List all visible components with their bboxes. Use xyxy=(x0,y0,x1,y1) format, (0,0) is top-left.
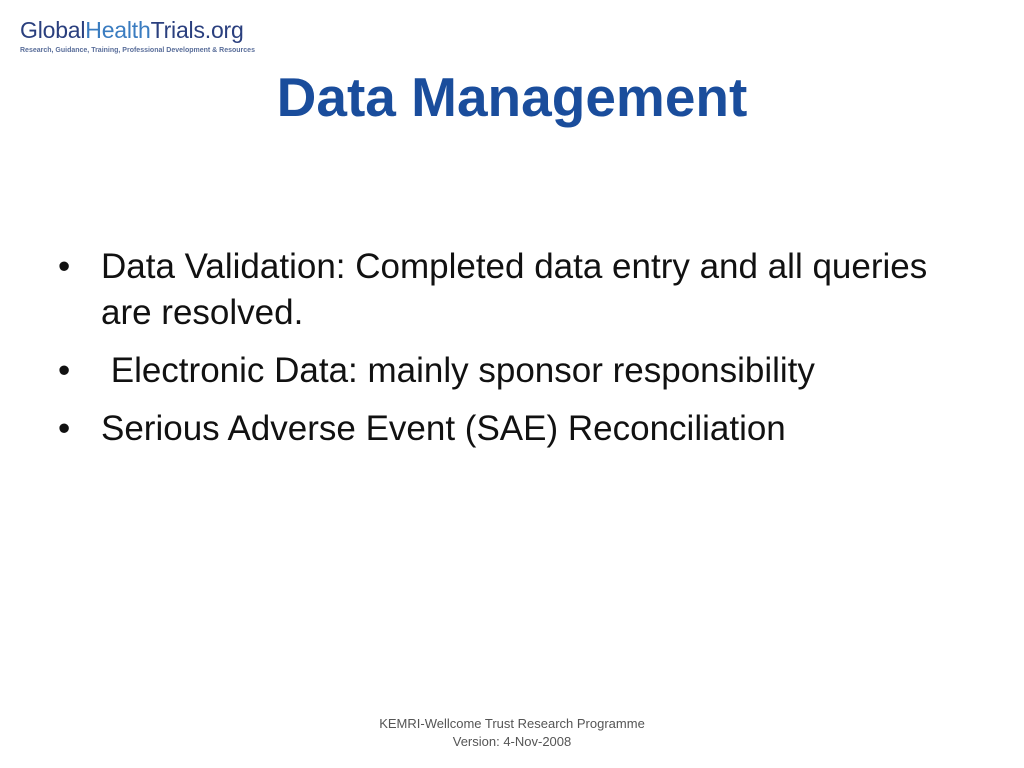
bullet-marker: • xyxy=(58,247,71,286)
logo-wordmark xyxy=(20,16,280,44)
bullet-list xyxy=(58,244,958,464)
bullet-text: Data Validation: Completed data entry and all queries are resolved. xyxy=(101,247,928,332)
logo-word-trials: Trials xyxy=(150,17,205,43)
footer-version: Version: 4-Nov-2008 xyxy=(452,734,572,749)
bullet-item xyxy=(58,244,958,336)
globalhealthtrials-logo[interactable] xyxy=(20,16,280,60)
bullet-item xyxy=(58,406,958,452)
logo-word-global: Global xyxy=(20,17,86,43)
bullet-marker: • xyxy=(58,351,71,390)
bullet-text: Serious Adverse Event (SAE) Reconciliation xyxy=(101,409,786,448)
footer xyxy=(0,715,1024,751)
slide-title: Data Management xyxy=(276,66,748,128)
bullet-marker: • xyxy=(58,409,71,448)
logo-word-org: .org xyxy=(204,17,244,43)
logo-word-health: Health xyxy=(85,17,151,43)
logo-tagline: Research, Guidance, Training, Professional Development & Resources xyxy=(20,47,255,54)
bullet-text: Electronic Data: mainly sponsor responsibility xyxy=(101,351,815,390)
bullet-item xyxy=(58,348,958,394)
footer-organization: KEMRI-Wellcome Trust Research Programme xyxy=(379,716,645,731)
